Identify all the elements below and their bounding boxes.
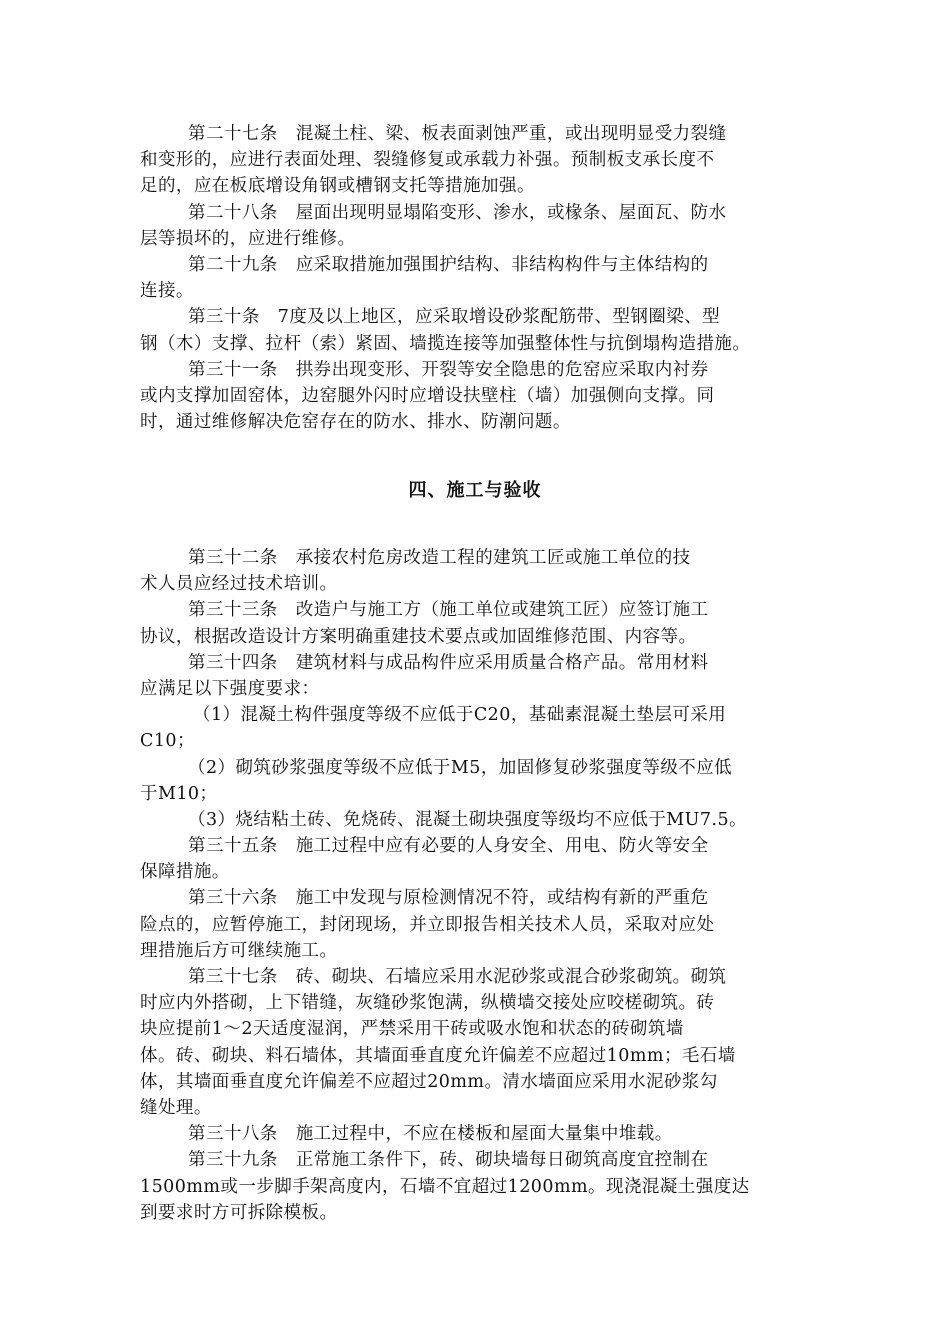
article-36-line-3: 理措施后方可继续施工。 — [140, 940, 338, 961]
requirement-3-line-1: （3）烧结粘土砖、免烧砖、混凝土砌块强度等级均不应低于MU7.5。 — [188, 809, 747, 830]
article-36-line-1: 第三十六条 施工中发现与原检测情况不符，或结构有新的严重危 — [188, 888, 709, 909]
article-27-line-1: 第二十七条 混凝土柱、梁、板表面剥蚀严重，或出现明显受力裂缝 — [188, 124, 727, 144]
article-37-line-3: 块应提前1～2天适度湿润，严禁采用干砖或吸水饱和状态的砖砌筑墙 — [140, 1019, 684, 1040]
article-33-line-1: 第三十三条 改造户与施工方（施工单位或建筑工匠）应签订施工 — [188, 600, 709, 621]
article-39-line-3: 到要求时方可拆除模板。 — [140, 1202, 338, 1223]
requirement-1-line-1: （1）混凝土构件强度等级不应低于C20，基础素混凝土垫层可采用 — [193, 705, 727, 726]
section-heading: 四、施工与验收 — [408, 480, 542, 501]
article-39-line-1: 第三十九条 正常施工条件下，砖、砌块墙每日砌筑高度宜控制在 — [188, 1150, 709, 1171]
article-31-line-1: 第三十一条 拱券出现变形、开裂等安全隐患的危窑应采取内衬券 — [188, 359, 709, 380]
article-28-line-1: 第二十八条 屋面出现明显塌陷变形、渗水，或椽条、屋面瓦、防水 — [188, 202, 727, 223]
article-39-line-2: 1500mm或一步脚手架高度内，石墙不宜超过1200mm。现浇混凝土强度达 — [140, 1176, 750, 1197]
article-32-line-1: 第三十二条 承接农村危房改造工程的建筑工匠或施工单位的技 — [188, 548, 691, 568]
article-37-line-2: 时应内外搭砌，上下错缝，灰缝砂浆饱满，纵横墙交接处应咬槎砌筑。砖 — [140, 993, 715, 1014]
article-30-line-2: 钢（木）支撑、拉杆（索）紧固、墙揽连接等加强整体性与抗倒塌构造措施。 — [140, 333, 751, 354]
article-28-line-2: 层等损坏的，应进行维修。 — [140, 228, 356, 249]
section-structure-repair — [140, 121, 812, 435]
article-33-line-2: 协议，根据改造设计方案明确重建技术要点或加固维修范围、内容等。 — [140, 626, 697, 647]
article-38-line-1: 第三十八条 施工过程中，不应在楼板和屋面大量集中堆载。 — [188, 1124, 673, 1145]
requirement-2-line-1: （2）砌筑砂浆强度等级不应低于M5，加固修复砂浆强度等级不应低 — [188, 757, 733, 778]
requirement-1-line-2: C10； — [140, 731, 195, 752]
article-34-line-1: 第三十四条 建筑材料与成品构件应采用质量合格产品。常用材料 — [188, 652, 709, 673]
article-31-line-2: 或内支撑加固窑体，边窑腿外闪时应增设扶壁柱（墙）加强侧向支撑。同 — [140, 385, 715, 406]
article-27-line-2: 和变形的，应进行表面处理、裂缝修复或承载力补强。预制板支承长度不 — [140, 150, 715, 171]
article-35-line-1: 第三十五条 施工过程中应有必要的人身安全、用电、防火等安全 — [188, 836, 709, 857]
article-32-line-2: 术人员应经过技术培训。 — [140, 574, 338, 595]
article-34-line-2: 应满足以下强度要求： — [140, 678, 320, 699]
section-construction-acceptance — [140, 545, 812, 1226]
article-29-line-1: 第二十九条 应采取措施加强围护结构、非结构构件与主体结构的 — [188, 254, 709, 275]
article-27-line-3: 足的，应在板底增设角钢或槽钢支托等措施加强。 — [140, 176, 535, 197]
article-37-line-4: 体。砖、砌块、料石墙体，其墙面垂直度允许偏差不应超过10mm；毛石墙 — [140, 1045, 736, 1066]
requirement-2-line-2: 于M10； — [140, 783, 218, 804]
article-37-line-1: 第三十七条 砖、砌块、石墙应采用水泥砂浆或混合砂浆砌筑。砌筑 — [188, 967, 727, 987]
article-31-line-3: 时，通过维修解决危窑存在的防水、排水、防潮问题。 — [140, 412, 571, 433]
article-37-line-6: 缝处理。 — [140, 1097, 212, 1118]
article-35-line-2: 保障措施。 — [140, 862, 230, 883]
article-29-line-2: 连接。 — [140, 281, 194, 302]
article-30-line-1: 第三十条 7度及以上地区，应采取增设砂浆配筋带、型钢圈梁、型 — [188, 307, 721, 328]
article-36-line-2: 险点的，应暂停施工，封闭现场，并立即报告相关技术人员，采取对应处 — [140, 914, 715, 935]
article-37-line-5: 体，其墙面垂直度允许偏差不应超过20mm。清水墙面应采用水泥砂浆勾 — [140, 1071, 718, 1092]
